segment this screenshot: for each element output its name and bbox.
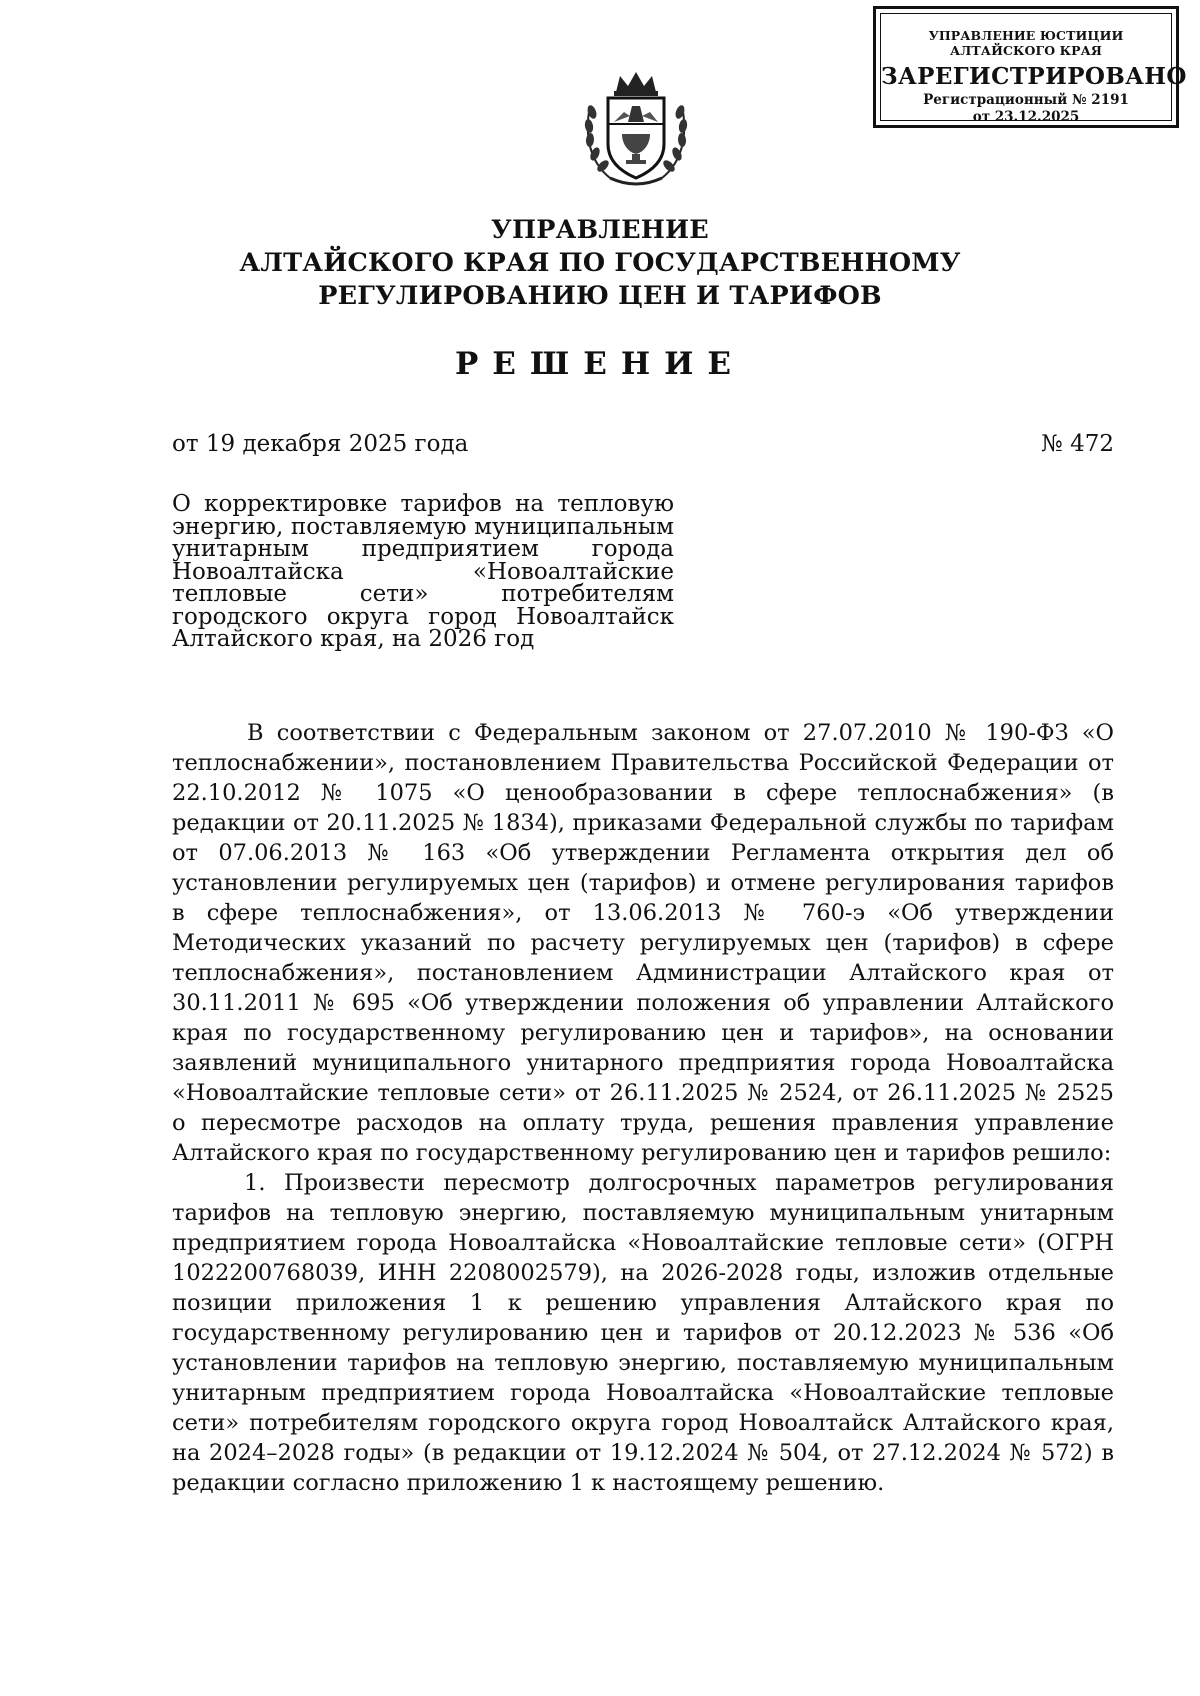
authority-line3: РЕГУЛИРОВАНИЮ ЦЕН И ТАРИФОВ	[318, 281, 882, 311]
stamp-inner-frame	[880, 13, 1187, 125]
stamp-org-line1: УПРАВЛЕНИЕ ЮСТИЦИИ	[928, 28, 1124, 43]
stamp-reg-number: Регистрационный № 2191	[923, 92, 1129, 108]
authority-line1: УПРАВЛЕНИЕ	[491, 215, 709, 245]
decision-number: № 472	[1041, 431, 1114, 457]
stamp-reg-date: от 23.12.2025	[972, 109, 1080, 125]
decision-item-1: 1. Произвести пересмотр долгосрочных параметров регулирования тарифов на тепловую энергию, поставляемую муниципальным унитарным предприятием города Новоалтайска «Новоалтайские тепловые сети» (ОГРН 1022200768039, ИНН 2208002579), на 2026-2028 годы, изложив отдельные позиции приложения 1 к решению управления Алтайского края по государственному регулированию цен и тарифов от 20.12.2023 № 536 «Об установлении тарифов на тепловую энергию, поставляемую муниципальным унитарным предприятием города Новоалтайска «Новоалтайские тепловые сети» потребителям городского округа город Новоалтайск Алтайского края, на 2024–2028 годы» (в редакции от 19.12.2024 № 504, от 27.12.2024 № 572) в редакции согласно приложению 1 к настоящему решению.	[172, 1170, 1114, 1496]
stamp-status: ЗАРЕГИСТРИРОВАНО	[881, 63, 1187, 90]
decision-date: от 19 декабря 2025 года	[172, 431, 469, 457]
stamp-organization	[881, 28, 1171, 58]
decision-body	[172, 718, 1114, 1498]
decision-subject: О корректировке тарифов на тепловую энергию, поставляемую муниципальным унитарным предприятием города Новоалтайска «Новоалтайские тепловые сети» потребителям городского округа город Новоалтайск Алтайского края, на 2026 год	[172, 491, 674, 652]
preamble-paragraph: В соответствии с Федеральным законом от 27.07.2010 № 190-ФЗ «О теплоснабжении», постановлением Правительства Российской Федерации от 22.10.2012 № 1075 «О ценообразовании в сфере теплоснабжения» (в редакции от 20.11.2025 № 1834), приказами Федеральной службы по тарифам от 07.06.2013 № 163 «Об утверждении Регламента открытия дел об установлении регулируемых цен (тарифов) и отмене регулирования тарифов в сфере теплоснабжения», от 13.06.2013 № 760-э «Об утверждении Методических указаний по расчету регулируемых цен (тарифов) в сфере теплоснабжения», постановлением Администрации Алтайского края от 30.11.2011 № 695 «Об утверждении положения об управлении Алтайского края по государственному регулированию цен и тарифов», на основании заявлений муниципального унитарного предприятия города Новоалтайска «Новоалтайские тепловые сети» от 26.11.2025 № 2524, от 26.11.2025 № 2525 о пересмотре расходов на оплату труда, решения правления управление Алтайского края по государственному регулированию цен и тарифов решило:	[172, 720, 1114, 1166]
document-type-title: РЕШЕНИЕ	[454, 346, 746, 382]
issuing-authority	[0, 214, 1200, 313]
altai-krai-coat-of-arms-icon	[580, 66, 692, 186]
authority-line2: АЛТАЙСКОГО КРАЯ ПО ГОСУДАРСТВЕННОМУ	[239, 248, 961, 278]
registration-stamp	[873, 6, 1187, 128]
stamp-org-line2: АЛТАЙСКОГО КРАЯ	[949, 43, 1103, 58]
